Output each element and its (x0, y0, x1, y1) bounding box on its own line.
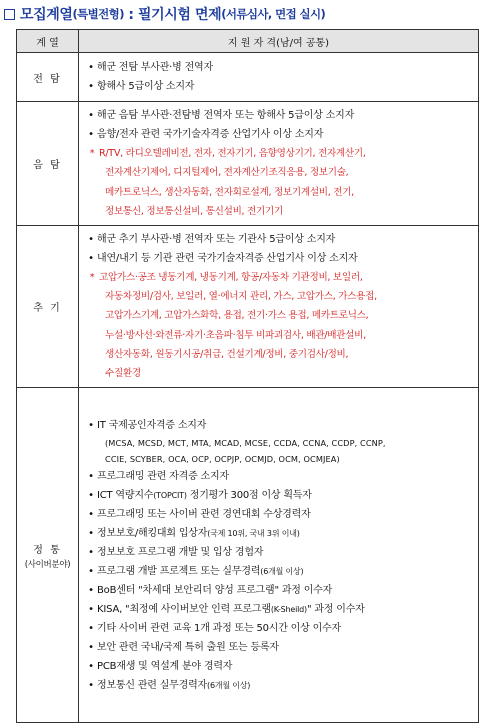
category-cell: 음 탐 (17, 102, 79, 226)
certificate-list-line: 정보통신, 정보통신설비, 통신설비, 전기기기 (105, 205, 283, 217)
certificate-list-line: 자동차정비/검사, 보일러, 열·에너지 관리, 가스, 고압가스, 가스용접, (105, 290, 377, 302)
category-cell (17, 388, 79, 723)
category-cell: 추 기 (17, 226, 79, 388)
list-item: • 음향/전자 관련 국가기술자격증 산업기사 이상 소지자 (88, 128, 324, 140)
header-title-main: 모집계열 (20, 7, 73, 23)
header-title-note: (서류심사, 면접 실시) (221, 7, 326, 21)
list-item: • IT 국제공인자격증 소지자 (88, 419, 207, 431)
qualification-cell (79, 388, 479, 723)
list-item: • 프로그래밍 관련 자격증 소지자 (88, 470, 229, 482)
category-label: 정 통 (33, 544, 62, 556)
header-title-rest: : 필기시험 면제 (123, 7, 222, 23)
certificate-list-line: * 고압가스·공조 냉동기계, 냉동기계, 항공/자동차 기관정비, 보일러, (89, 271, 363, 283)
certificate-list-line: 고압가스기계, 고압가스화학, 용접, 전기·가스 용접, 메카트로닉스, (105, 310, 369, 322)
list-item: • BoB센터 "차세대 보안리더 양성 프로그램" 과정 이수자 (88, 584, 333, 596)
list-item: • 해군 추기 부사관·병 전역자 또는 기관사 5급이상 소지자 (88, 233, 336, 245)
list-item: • ICT 역량지수(TOPCIT) 정기평가 300점 이상 획득자 (88, 489, 312, 501)
certificate-codes: CCIE, SCYBER, OCA, OCP, OCPJP, OCMJD, OCM, OCMJEA) (105, 453, 340, 464)
qualification-table (16, 29, 479, 723)
list-item: • 내연/내기 등 기관 관련 국가기술자격증 산업기사 이상 소지자 (88, 252, 358, 264)
list-item: • 기타 사이버 관련 교육 1개 과정 또는 50시간 이상 이수자 (88, 622, 341, 634)
qualification-cell (79, 102, 479, 226)
certificate-list-line: 수질환경 (105, 368, 141, 380)
list-item: • KISA, "최정예 사이버보안 인력 프로그램(K-Sheild)" 과정 이수자 (88, 603, 365, 615)
table-row-jeongtong (17, 388, 479, 723)
qualification-cell (79, 53, 479, 102)
list-item: • 정보통신 관련 실무경력자(6개월 이상) (88, 679, 251, 691)
page-header (4, 3, 484, 25)
category-cell: 전 탐 (17, 53, 79, 102)
certificate-list-line: 전자계산기제어, 디지털제어, 전자계산기조직응용, 정보기술, (105, 167, 349, 179)
list-item: • 정보보호/해킹대회 입상자(국제 10위, 국내 3위 이내) (88, 527, 300, 539)
checkbox-square-icon (4, 9, 15, 20)
list-item: • 보안 관련 국내/국제 특허 출원 또는 등록자 (88, 641, 279, 653)
list-item: • 프로그래밍 또는 사이버 관련 경연대회 수상경력자 (88, 508, 311, 520)
column-header-qualification: 지 원 자 격(남/여 공통) (79, 30, 479, 53)
certificate-list-line: 누설·방사선·와전류·자기·초음파·침투 비파괴검사, 배관/배관설비, (105, 329, 366, 341)
certificate-codes: (MCSA, MCSD, MCT, MTA, MCAD, MCSE, CCDA, CCNA, CCDP, CCNP, (105, 437, 386, 448)
list-item: • 프로그램 개발 프로젝트 또는 실무경력(6개월 이상) (88, 565, 304, 577)
list-item: • PCB재생 및 역설계 분야 경력자 (88, 660, 233, 672)
table-header-row (17, 30, 479, 53)
table-row-chugi (17, 226, 479, 388)
column-header-category: 계 열 (17, 30, 79, 53)
header-title-sub: (특별전형) (72, 7, 124, 21)
certificate-list-line: * R/TV, 라디오텔레비전, 전자, 전자기기, 음향영상기기, 전자계산기, (89, 147, 366, 159)
certificate-list-line: 생산자동화, 원동기시공/취급, 건설기계/정비, 중기검사/정비, (105, 348, 349, 360)
list-item: • 항해사 5급이상 소지자 (88, 81, 195, 92)
category-sublabel: (사이버분야) (24, 559, 71, 570)
certificate-list-line: 메카트로닉스, 생산자동화, 전자회로설계, 정보기계설비, 전기, (105, 186, 354, 198)
table-row-eumtam (17, 102, 479, 226)
list-item: • 정보보호 프로그램 개발 및 입상 경험자 (88, 546, 264, 558)
list-item: • 해군 음탐 부사관·전탐병 전역자 또는 항해사 5급이상 소지자 (88, 109, 355, 121)
qualification-cell (79, 226, 479, 388)
table-row-jeontam (17, 53, 479, 102)
list-item: • 해군 전탐 부사관·병 전역자 (88, 62, 213, 73)
